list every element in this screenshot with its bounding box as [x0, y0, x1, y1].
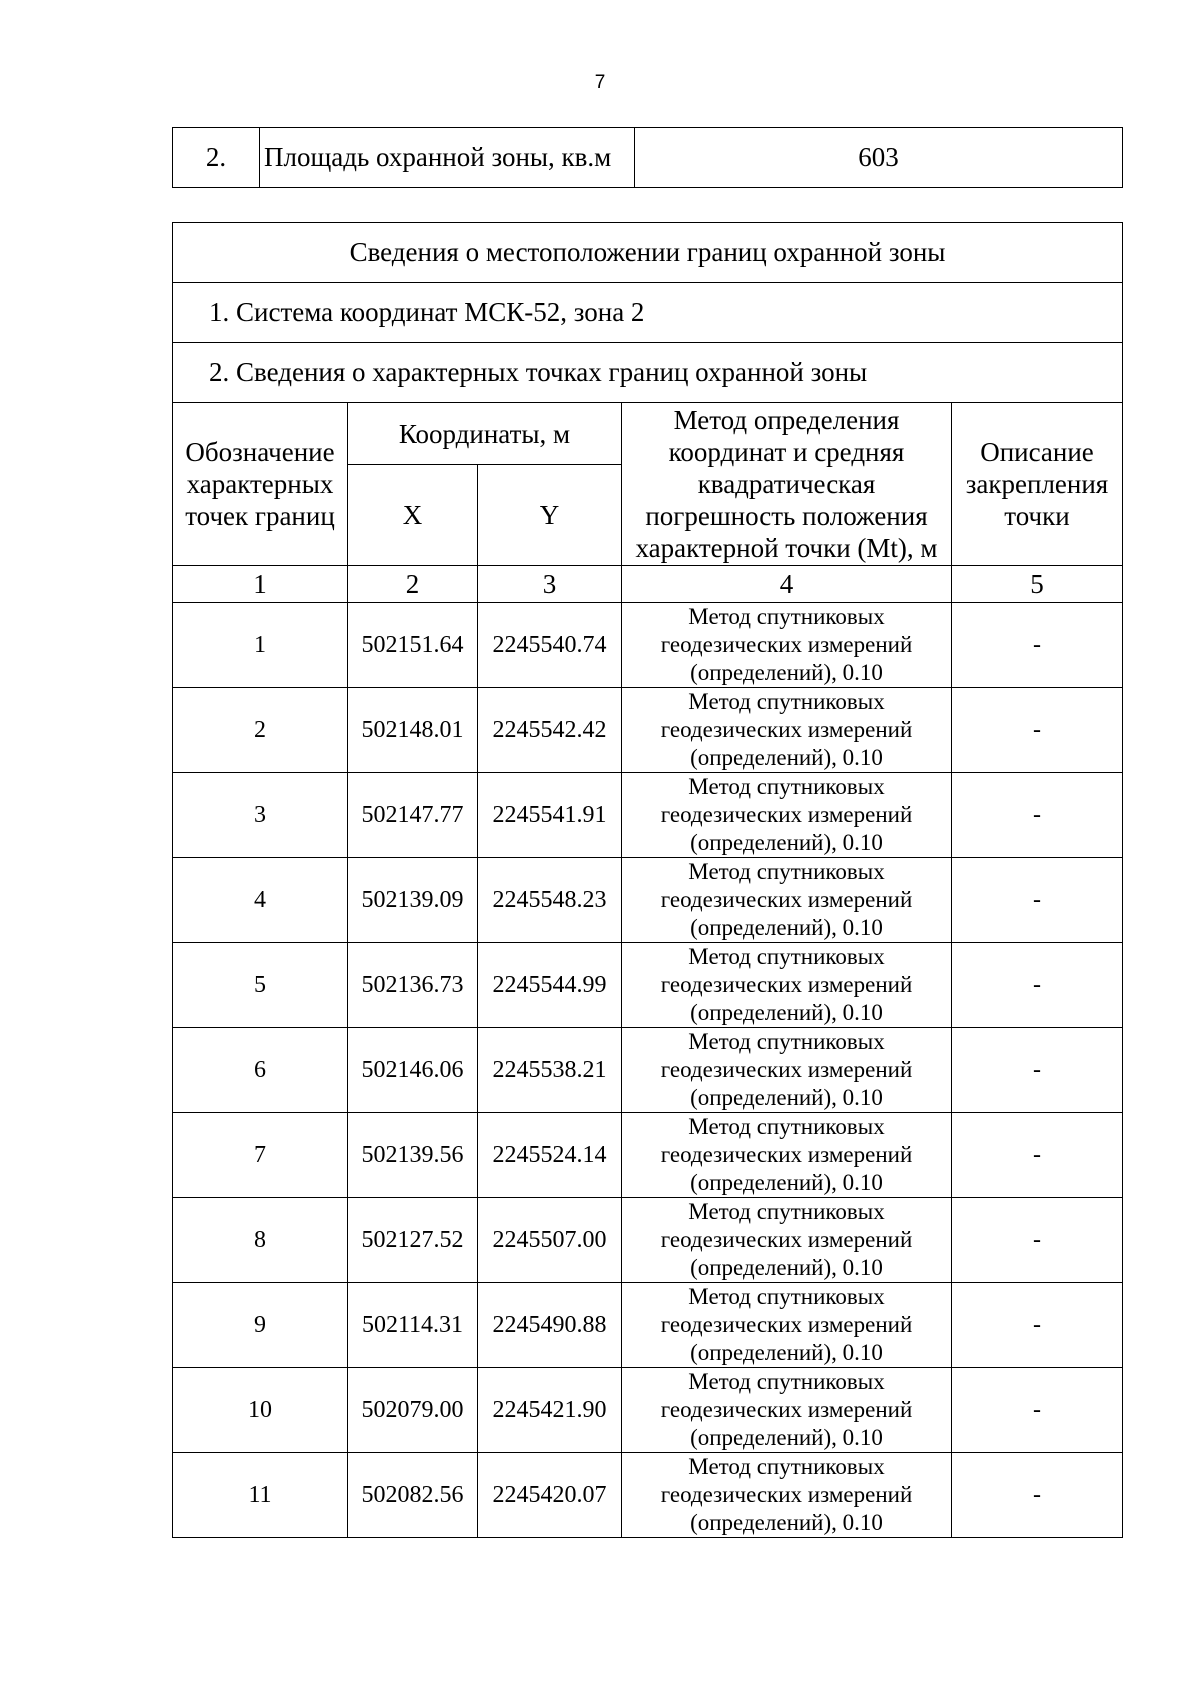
point-y: 2245542.42 — [478, 688, 622, 773]
point-description: - — [952, 1198, 1123, 1283]
point-description: - — [952, 943, 1123, 1028]
point-x: 502114.31 — [348, 1283, 478, 1368]
point-y: 2245541.91 — [478, 773, 622, 858]
page-number: 7 — [594, 72, 606, 93]
point-number: 3 — [173, 773, 348, 858]
point-description: - — [952, 1028, 1123, 1113]
point-y: 2245538.21 — [478, 1028, 622, 1113]
table-row — [173, 1028, 1123, 1113]
column-number: 1 — [173, 566, 348, 603]
table-row — [173, 688, 1123, 773]
header-description: Описание закрепления точки — [952, 403, 1123, 566]
table-row — [173, 1113, 1123, 1198]
header-designation: Обозначение характерных точек границ — [173, 403, 348, 566]
point-method: Метод спутниковых геодезических измерений (определений), 0.10 — [622, 858, 952, 943]
points-title: 2. Сведения о характерных точках границ охранной зоны — [173, 343, 1123, 403]
table-row — [173, 1283, 1123, 1368]
table-row — [173, 1198, 1123, 1283]
point-x: 502147.77 — [348, 773, 478, 858]
header-x: X — [348, 465, 478, 566]
point-method: Метод спутниковых геодезических измерений (определений), 0.10 — [622, 943, 952, 1028]
header-y: Y — [478, 465, 622, 566]
column-number: 3 — [478, 566, 622, 603]
point-x: 502127.52 — [348, 1198, 478, 1283]
point-number: 5 — [173, 943, 348, 1028]
point-x: 502148.01 — [348, 688, 478, 773]
point-description: - — [952, 1283, 1123, 1368]
point-description: - — [952, 1453, 1123, 1538]
point-number: 7 — [173, 1113, 348, 1198]
point-x: 502139.56 — [348, 1113, 478, 1198]
point-number: 8 — [173, 1198, 348, 1283]
table-row — [173, 1368, 1123, 1453]
table-row — [173, 943, 1123, 1028]
area-table — [172, 127, 1123, 188]
point-y: 2245548.23 — [478, 858, 622, 943]
header-method: Метод определения координат и средняя квадратическая погрешность положения характерной точки (Mt), м — [622, 403, 952, 566]
column-number: 5 — [952, 566, 1123, 603]
table-title-row — [173, 223, 1123, 283]
point-x: 502082.56 — [348, 1453, 478, 1538]
point-y: 2245544.99 — [478, 943, 622, 1028]
area-label: Площадь охранной зоны, кв.м — [260, 128, 635, 188]
point-method: Метод спутниковых геодезических измерений (определений), 0.10 — [622, 1198, 952, 1283]
boundary-points-table — [172, 222, 1123, 1538]
point-description: - — [952, 688, 1123, 773]
point-description: - — [952, 858, 1123, 943]
point-method: Метод спутниковых геодезических измерений (определений), 0.10 — [622, 773, 952, 858]
point-number: 9 — [173, 1283, 348, 1368]
point-description: - — [952, 1113, 1123, 1198]
header-coordinates: Координаты, м — [348, 403, 622, 465]
area-index: 2. — [173, 128, 260, 188]
column-number: 4 — [622, 566, 952, 603]
coord-system: 1. Система координат МСК-52, зона 2 — [173, 283, 1123, 343]
coord-system-row — [173, 283, 1123, 343]
table-row — [173, 603, 1123, 688]
point-method: Метод спутниковых геодезических измерений (определений), 0.10 — [622, 603, 952, 688]
point-method: Метод спутниковых геодезических измерений (определений), 0.10 — [622, 1028, 952, 1113]
point-y: 2245421.90 — [478, 1368, 622, 1453]
point-y: 2245540.74 — [478, 603, 622, 688]
point-number: 2 — [173, 688, 348, 773]
point-x: 502146.06 — [348, 1028, 478, 1113]
point-number: 4 — [173, 858, 348, 943]
point-x: 502136.73 — [348, 943, 478, 1028]
area-value: 603 — [635, 128, 1123, 188]
point-number: 6 — [173, 1028, 348, 1113]
column-number-row — [173, 566, 1123, 603]
point-x: 502139.09 — [348, 858, 478, 943]
point-method: Метод спутниковых геодезических измерений (определений), 0.10 — [622, 1453, 952, 1538]
point-y: 2245524.14 — [478, 1113, 622, 1198]
point-number: 10 — [173, 1368, 348, 1453]
point-x: 502151.64 — [348, 603, 478, 688]
point-description: - — [952, 1368, 1123, 1453]
area-row — [173, 128, 1123, 188]
point-x: 502079.00 — [348, 1368, 478, 1453]
point-description: - — [952, 773, 1123, 858]
point-method: Метод спутниковых геодезических измерений (определений), 0.10 — [622, 1283, 952, 1368]
point-method: Метод спутниковых геодезических измерений (определений), 0.10 — [622, 1113, 952, 1198]
column-header-row — [173, 403, 1123, 465]
point-method: Метод спутниковых геодезических измерений (определений), 0.10 — [622, 688, 952, 773]
table-title: Сведения о местоположении границ охранной зоны — [173, 223, 1123, 283]
point-number: 11 — [173, 1453, 348, 1538]
points-title-row — [173, 343, 1123, 403]
table-row — [173, 858, 1123, 943]
column-number: 2 — [348, 566, 478, 603]
point-description: - — [952, 603, 1123, 688]
point-y: 2245490.88 — [478, 1283, 622, 1368]
point-method: Метод спутниковых геодезических измерений (определений), 0.10 — [622, 1368, 952, 1453]
point-y: 2245420.07 — [478, 1453, 622, 1538]
table-row — [173, 1453, 1123, 1538]
point-y: 2245507.00 — [478, 1198, 622, 1283]
table-row — [173, 773, 1123, 858]
point-number: 1 — [173, 603, 348, 688]
